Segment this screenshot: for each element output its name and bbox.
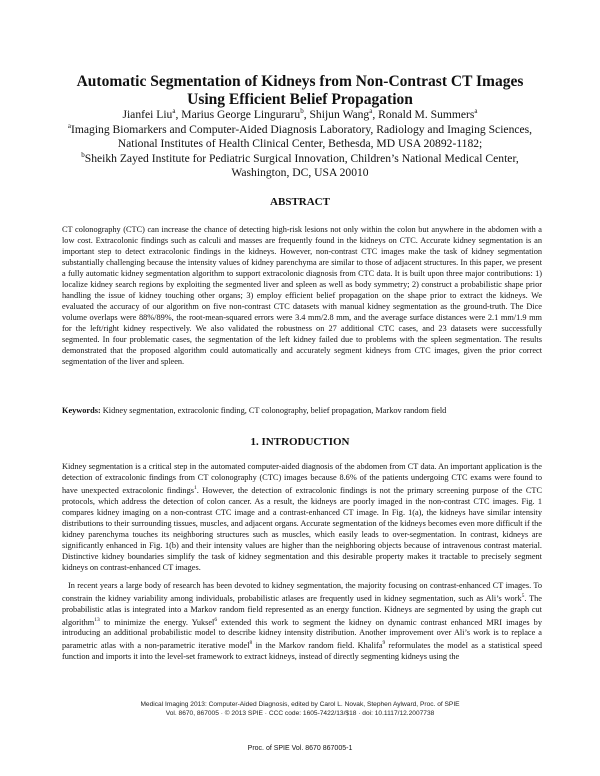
page-number: Proc. of SPIE Vol. 8670 867005-1 xyxy=(247,745,353,752)
affiliation-b: $^b$Sheikh Zayed Institute for Pediatric Surgical Innovation, Children’s National Medical Center, xyxy=(81,150,519,165)
author-block xyxy=(30,108,570,181)
title-line-1: Automatic Segmentation of Kidneys from Non-Contrast CT Images xyxy=(76,73,524,90)
intro-paragraph-1: Kidney segmentation is a critical step in the automated computer-aided diagnosis of the abdomen from CT data. An important application is the detection of extracolonic findings from CT colonography (CTC) images because 8.6% of the patients undergoing CTC exams were found to have unexpected extracolonic findings$^1$. However, the detection of extracolonic findings is not the primary screening purpose of the CTC protocols, which address the detection of colon cancer. As a result, the kidneys are poorly imaged in the non-contrast CTC images. Fig. 1 compares kidney imaging on a non-contrast CTC image and a contrast-enhanced CT image. In Fig. 1(a), the kidneys have similar intensity distributions to their surrounding tissues, muscles, and adjacent organs. Accurate segmentation of the kidneys becomes even more difficult if the kidney parenchyma touches its neighboring structures such as muscles, which easily leads to over-segmentation. In contrast, kidneys are significantly enhanced in Fig. 1(b) and their intensity values are higher than the neighboring objects because of intravenous contrast material. Distinctive kidney boundaries simplify the task of kidney segmentation and this desirable property makes it tractable to precisely segment kidneys on contrast-enhanced CT images. xyxy=(62,462,542,572)
footer-citation xyxy=(0,700,600,718)
author-sup: b xyxy=(300,107,304,116)
author-name: Ronald M. Summers xyxy=(378,108,475,121)
abstract-heading: ABSTRACT xyxy=(270,196,330,208)
footer-line-1: Medical Imaging 2013: Computer-Aided Diagnosis, edited by Carol L. Novak, Stephen Aylward, Proc. of SPIE xyxy=(140,701,460,708)
author-sup: a xyxy=(172,107,176,116)
abstract-paragraph: CT colonography (CTC) can increase the chance of detecting high-risk lesions not only within the colon but anywhere in the abdomen with a low cost. Extracolonic findings such as calculi and masses are frequently found in the kidneys on CTC. Accurate kidney segmentation is an important step to detect extracolonic findings in the kidneys. However, non-contrast CTC images make the task of kidney segmentation substantially challenging because the intensity values of kidney parenchyma are similar to those of adjacent structures. In this paper, we present a fully automatic kidney segmentation algorithm to support extracolonic diagnosis from CTC data. It is built upon three major contributions: 1) localize kidney search regions by exploiting the segmented liver and spleen as well as body symmetry; 2) construct a probabilistic shape prior handling the issue of kidney touching other organs; 3) employ efficient belief propagation on the shape prior to extract the kidneys. We evaluated the accuracy of our algorithm on five non-contrast CTC datasets with manual kidney segmentation as the ground-truth. The Dice volume overlaps were 88%/89%, the root-mean-squared errors were 3.4 mm/2.8 mm, and the average surface distances were 2.1 mm/1.9 mm for the left/right kidney respectively. We also validated the robustness on 27 additional CTC cases, and 23 datasets were successfully segmented. In four problematic cases, the segmentation of the left kidney failed due to problems with the spleen segmentation. The results demonstrated that the proposed algorithm could automatically and accurately segment kidneys from CTC images, given the prior correct segmentation of the liver and spleen. xyxy=(62,225,542,366)
author-name: Shijun Wang xyxy=(309,108,370,121)
introduction-text xyxy=(62,461,542,662)
title-line-2: Using Efficient Belief Propagation xyxy=(187,91,413,108)
author-sup: a xyxy=(474,107,478,116)
keywords-text: Kidney segmentation, extracolonic finding, CT colonography, belief propagation, Markov random field xyxy=(102,406,447,415)
introduction-heading: 1. INTRODUCTION xyxy=(250,436,350,448)
abstract-text xyxy=(62,224,542,367)
footer-line-2: Vol. 8670, 867005 · © 2013 SPIE · CCC code: 1605-7422/13/$18 · doi: 10.1117/12.2007738 xyxy=(165,710,435,717)
affiliation-a: $^a$Imaging Biomarkers and Computer-Aided Diagnosis Laboratory, Radiology and Imaging Sciences, xyxy=(67,121,533,136)
author-name: Jianfei Liu xyxy=(122,108,173,121)
intro-paragraph-2: In recent years a large body of research has been devoted to kidney segmentation, the majority focusing on contrast-enhanced CT images. To constrain the kidney variability among individuals, probabilistic atlases are frequently used in kidney segmentation, such as Ali’s work$^5$. The probabilistic atlas is integrated into a Markov random field represented as an energy function. Kidneys are segmented by using the graph cut algorithm$^{13}$ to minimize the energy. Yuksel$^6$ extended this work to segment the kidney on dynamic contrast enhanced MRI images by introducing an additional probabilistic model to describe kidney intensity distribution. Another improvement over Ali’s work is to replace a parametric atlas with a non-parametric iterative model$^8$ in the Markov random field. Khalifa$^9$ reformulates the model as a statistical speed function and imports it into the level-set framework to extract kidneys, instead of directly segmenting kidneys using the xyxy=(62,580,542,662)
keywords-line xyxy=(62,405,542,416)
author-name: Marius George Linguraru xyxy=(181,108,301,121)
affiliation-a-line-2: National Institutes of Health Clinical Center, Bethesda, MD USA 20892-1182; xyxy=(117,137,483,150)
author-sup: a xyxy=(369,107,373,116)
affiliation-b-line-2: Washington, DC, USA 20010 xyxy=(231,166,369,179)
author-names: Jianfei Liu$^a$, Marius George Linguraru$^b$, Shijun Wang$^a$, Ronald M. Summers$^a$ xyxy=(122,107,478,121)
paper-title xyxy=(40,73,560,109)
keywords-label: Keywords: xyxy=(62,406,101,415)
